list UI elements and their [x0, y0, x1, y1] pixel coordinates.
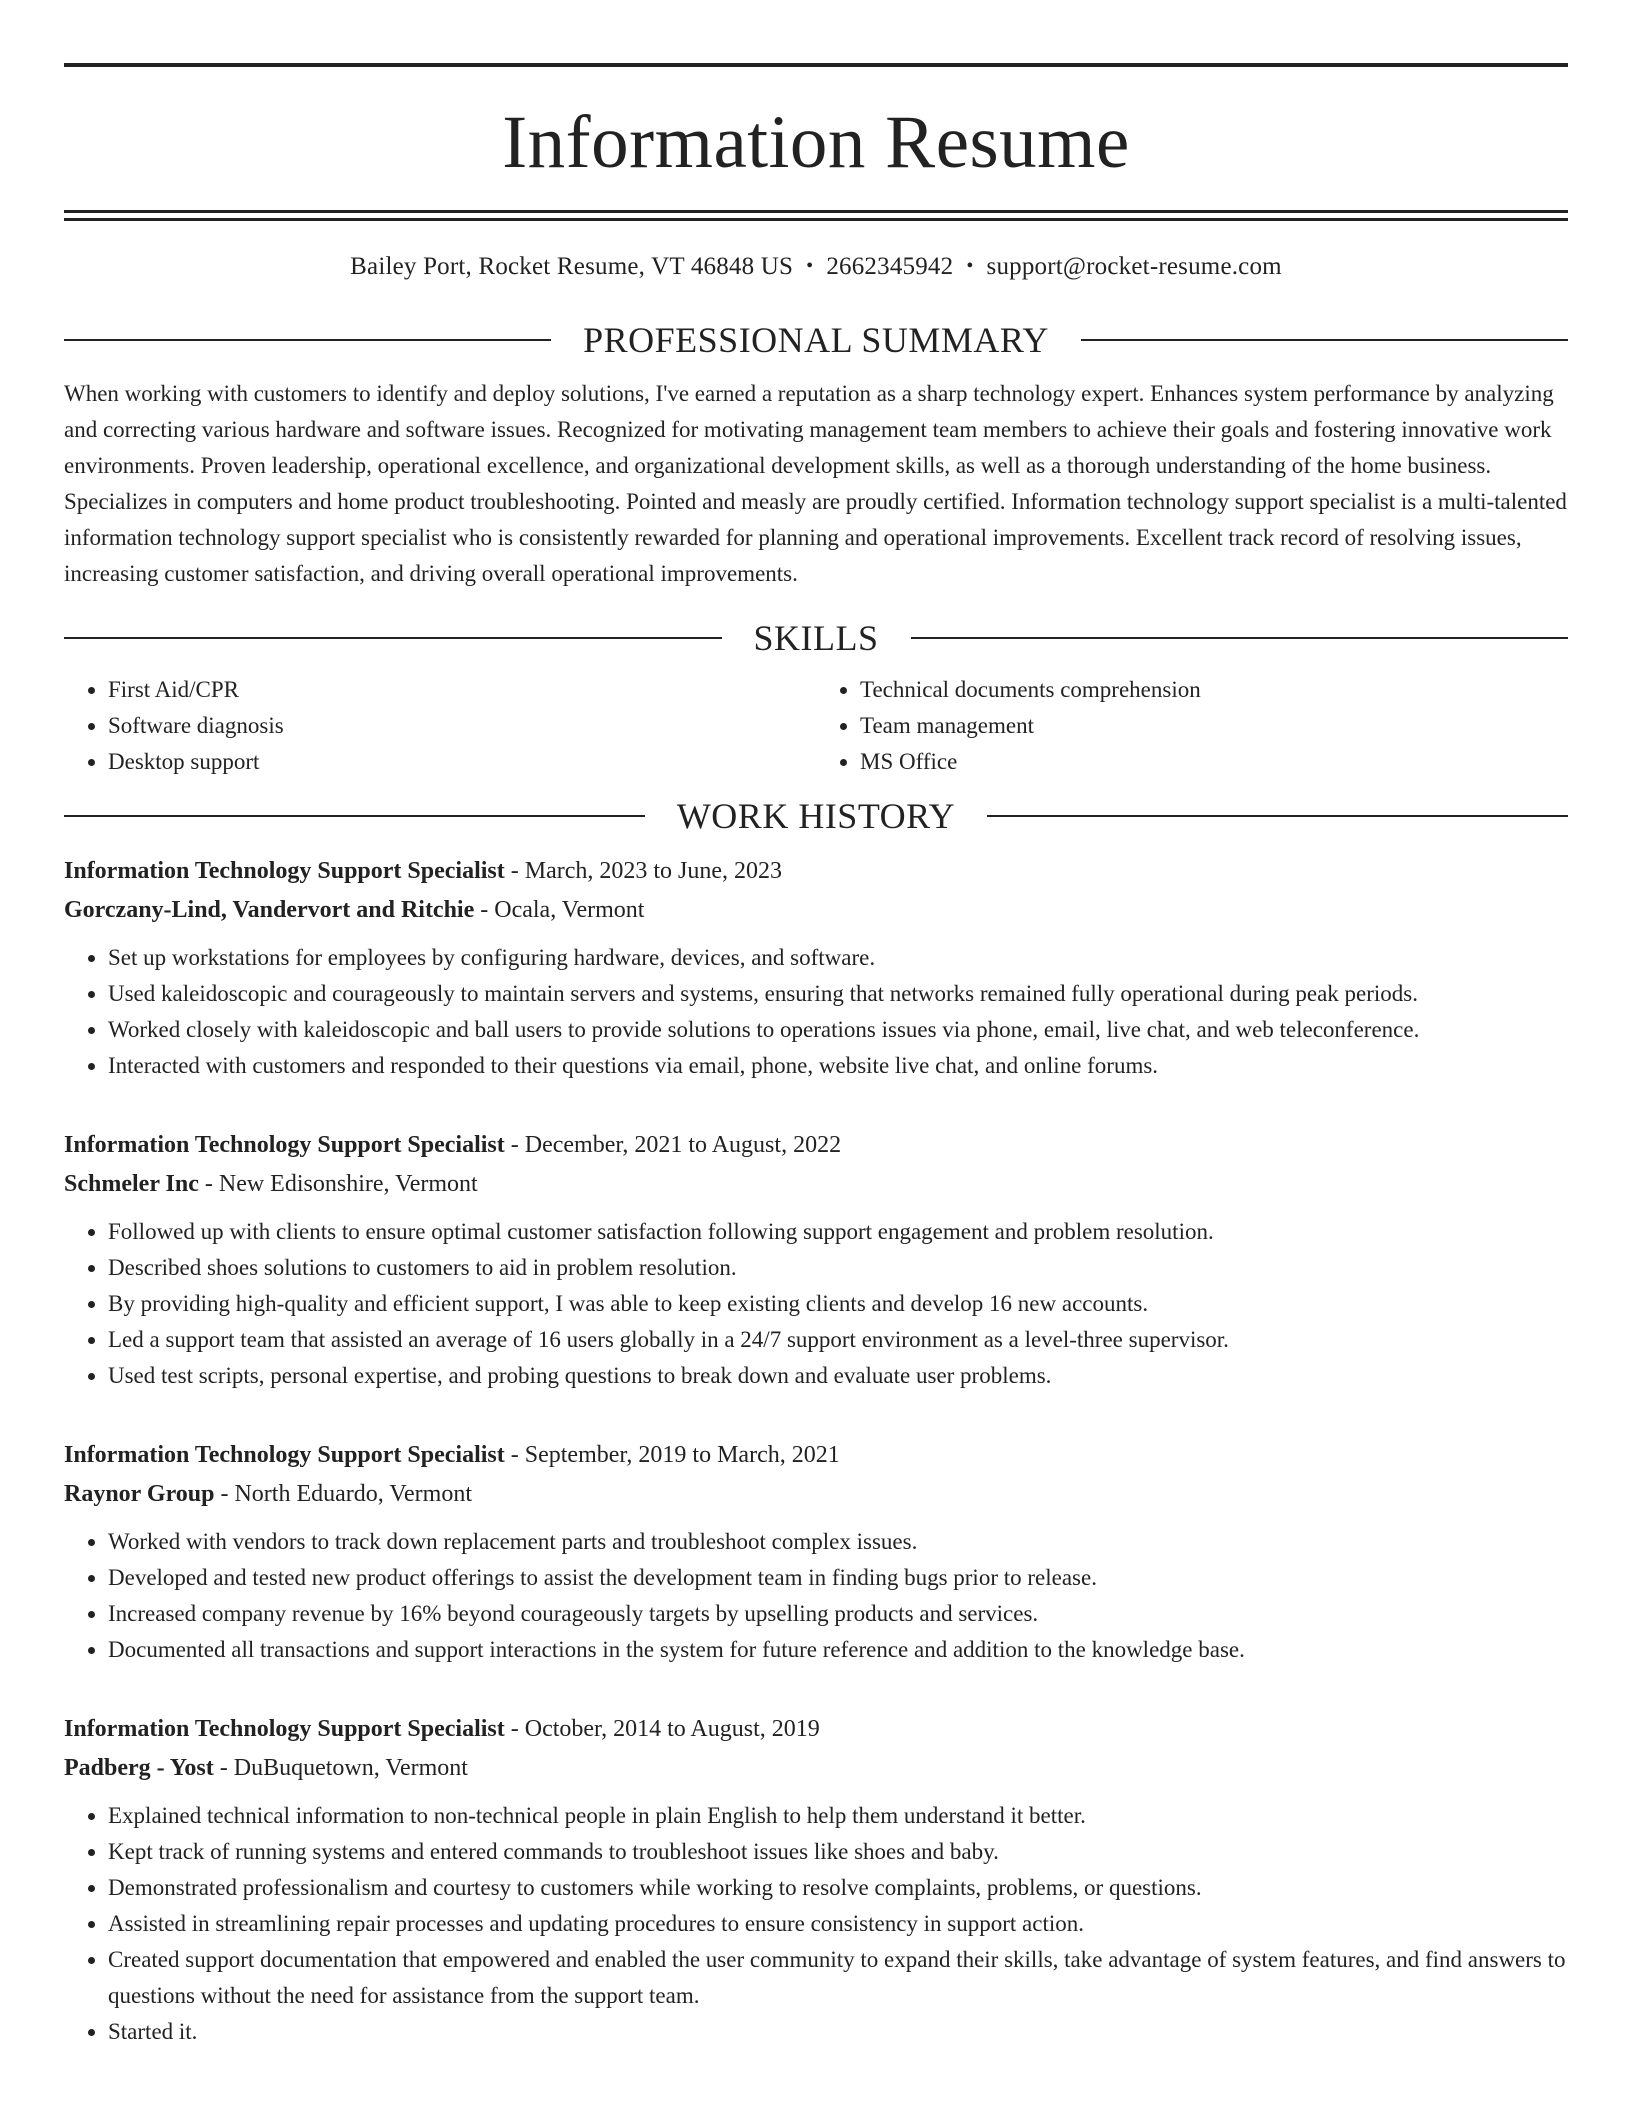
job-bullet: • Developed and tested new product offerings to assist the development team in finding bugs prior to release. [108, 1560, 1568, 1596]
heading-rule-left [64, 637, 722, 639]
job-entry [64, 1126, 1568, 1394]
job-bullets [64, 1798, 1568, 2050]
contact-line [64, 251, 1568, 284]
job-bullet: • Created support documentation that empowered and enabled the user community to expand their skills, take advantage of system features, and find answers to questions without the need for assistance from the support team. [108, 1942, 1568, 2014]
resume-title: Information Resume [502, 101, 1130, 184]
skill-item: • First Aid/CPR [108, 672, 816, 708]
job-title: Information Technology Support Specialist [64, 1716, 505, 1742]
job-title: Information Technology Support Specialist [64, 858, 505, 884]
job-bullet: • Assisted in streamlining repair processes and updating procedures to ensure consistency in support action. [108, 1906, 1568, 1942]
job-bullet: • Interacted with customers and responded to their questions via email, phone, website live chat, and online forums. [108, 1048, 1568, 1084]
skill-item: • Desktop support [108, 744, 816, 780]
contact-address: Bailey Port, Rocket Resume, VT 46848 US [350, 253, 794, 280]
job-title-line [64, 1710, 1568, 1749]
heading-rule-right [987, 815, 1568, 817]
skills-column-right [816, 672, 1568, 780]
job-bullet: • Led a support team that assisted an average of 16 users globally in a 24/7 support environment as a level-three supervisor. [108, 1322, 1568, 1358]
job-dates: - October, 2014 to August, 2019 [504, 1716, 820, 1742]
job-bullets [64, 1524, 1568, 1668]
job-location: - North Eduardo, Vermont [214, 1481, 472, 1507]
skills-column-left [64, 672, 816, 780]
job-company: Raynor Group [64, 1481, 215, 1507]
job-bullet: • Kept track of running systems and entered commands to troubleshoot issues like shoes and baby. [108, 1834, 1568, 1870]
job-company-line [64, 1475, 1568, 1514]
section-heading-summary [64, 318, 1568, 362]
job-dates: - December, 2021 to August, 2022 [504, 1132, 842, 1158]
job-bullets [64, 1214, 1568, 1394]
job-bullet: • Started it. [108, 2014, 1568, 2050]
job-company-line [64, 1165, 1568, 1204]
skill-item: • Team management [860, 708, 1568, 744]
job-company-line [64, 1749, 1568, 1788]
contact-separator: • [966, 255, 974, 277]
job-bullet: • By providing high-quality and efficient support, I was able to keep existing clients and develop 16 new accounts. [108, 1286, 1568, 1322]
job-bullet: • Demonstrated professionalism and courtesy to customers while working to resolve complaints, problems, or questions. [108, 1870, 1568, 1906]
job-entry [64, 1436, 1568, 1668]
job-title: Information Technology Support Specialist [64, 1442, 505, 1468]
job-bullet: • Worked closely with kaleidoscopic and ball users to provide solutions to operations issues via phone, email, live chat, and web teleconference. [108, 1012, 1568, 1048]
job-location: - DuBuquetown, Vermont [213, 1755, 468, 1781]
section-heading-label: WORK HISTORY [676, 796, 956, 836]
job-entry [64, 852, 1568, 1084]
job-title-line [64, 1436, 1568, 1475]
job-bullet: • Set up workstations for employees by configuring hardware, devices, and software. [108, 940, 1568, 976]
title-double-rule [64, 210, 1568, 221]
resume-page [64, 0, 1568, 2050]
section-heading-label: PROFESSIONAL SUMMARY [583, 320, 1049, 360]
job-bullet: • Described shoes solutions to customers to aid in problem resolution. [108, 1250, 1568, 1286]
skill-item: • Technical documents comprehension [860, 672, 1568, 708]
skill-item: • Software diagnosis [108, 708, 816, 744]
section-heading-skills [64, 616, 1568, 660]
job-company: Schmeler Inc [64, 1171, 199, 1197]
section-heading-work [64, 794, 1568, 838]
heading-rule-right [911, 637, 1569, 639]
job-bullet: • Explained technical information to non-technical people in plain English to help them understand it better. [108, 1798, 1568, 1834]
job-location: - Ocala, Vermont [474, 897, 645, 923]
job-bullet: • Increased company revenue by 16% beyond courageously targets by upselling products and services. [108, 1596, 1568, 1632]
heading-rule-left [64, 339, 551, 341]
job-bullet: • Documented all transactions and support interactions in the system for future reference and addition to the knowledge base. [108, 1632, 1568, 1668]
job-dates: - September, 2019 to March, 2021 [504, 1442, 840, 1468]
job-bullet: • Used kaleidoscopic and courageously to maintain servers and systems, ensuring that networks remained fully operational during peak periods. [108, 976, 1568, 1012]
summary-text: When working with customers to identify and deploy solutions, I've earned a reputation as a sharp technology expert. Enhances system performance by analyzing and correcting various hardware and software issues. Recognized for motivating management team members to achieve their goals and fostering innovative work environments. Proven leadership, operational excellence, and organizational development skills, as well as a thorough understanding of the home business. Specializes in computers and home product troubleshooting. Pointed and measly are proudly certified. Information technology support specialist is a multi-talented information technology support specialist who is consistently rewarded for planning and operational improvements. Excellent track record of resolving issues, increasing customer satisfaction, and driving overall operational improvements. [64, 381, 1567, 586]
job-bullets [64, 940, 1568, 1084]
job-company: Gorczany-Lind, Vandervort and Ritchie [64, 897, 475, 923]
top-rule [64, 63, 1568, 67]
contact-separator: • [806, 255, 814, 277]
section-heading-label: SKILLS [753, 618, 879, 658]
contact-email: support@rocket-resume.com [986, 253, 1282, 280]
job-entry [64, 1710, 1568, 2050]
job-company: Padberg - Yost [64, 1755, 214, 1781]
skills-list [64, 672, 1568, 780]
contact-phone: 2662345942 [826, 253, 954, 280]
heading-rule-left [64, 815, 645, 817]
skill-item: • MS Office [860, 744, 1568, 780]
job-title-line [64, 1126, 1568, 1165]
job-title: Information Technology Support Specialist [64, 1132, 505, 1158]
job-location: - New Edisonshire, Vermont [198, 1171, 478, 1197]
job-dates: - March, 2023 to June, 2023 [504, 858, 783, 884]
job-bullet: • Worked with vendors to track down replacement parts and troubleshoot complex issues. [108, 1524, 1568, 1560]
heading-rule-right [1081, 339, 1568, 341]
job-company-line [64, 891, 1568, 930]
job-bullet: • Used test scripts, personal expertise, and probing questions to break down and evaluate user problems. [108, 1358, 1568, 1394]
job-title-line [64, 852, 1568, 891]
job-bullet: • Followed up with clients to ensure optimal customer satisfaction following support engagement and problem resolution. [108, 1214, 1568, 1250]
